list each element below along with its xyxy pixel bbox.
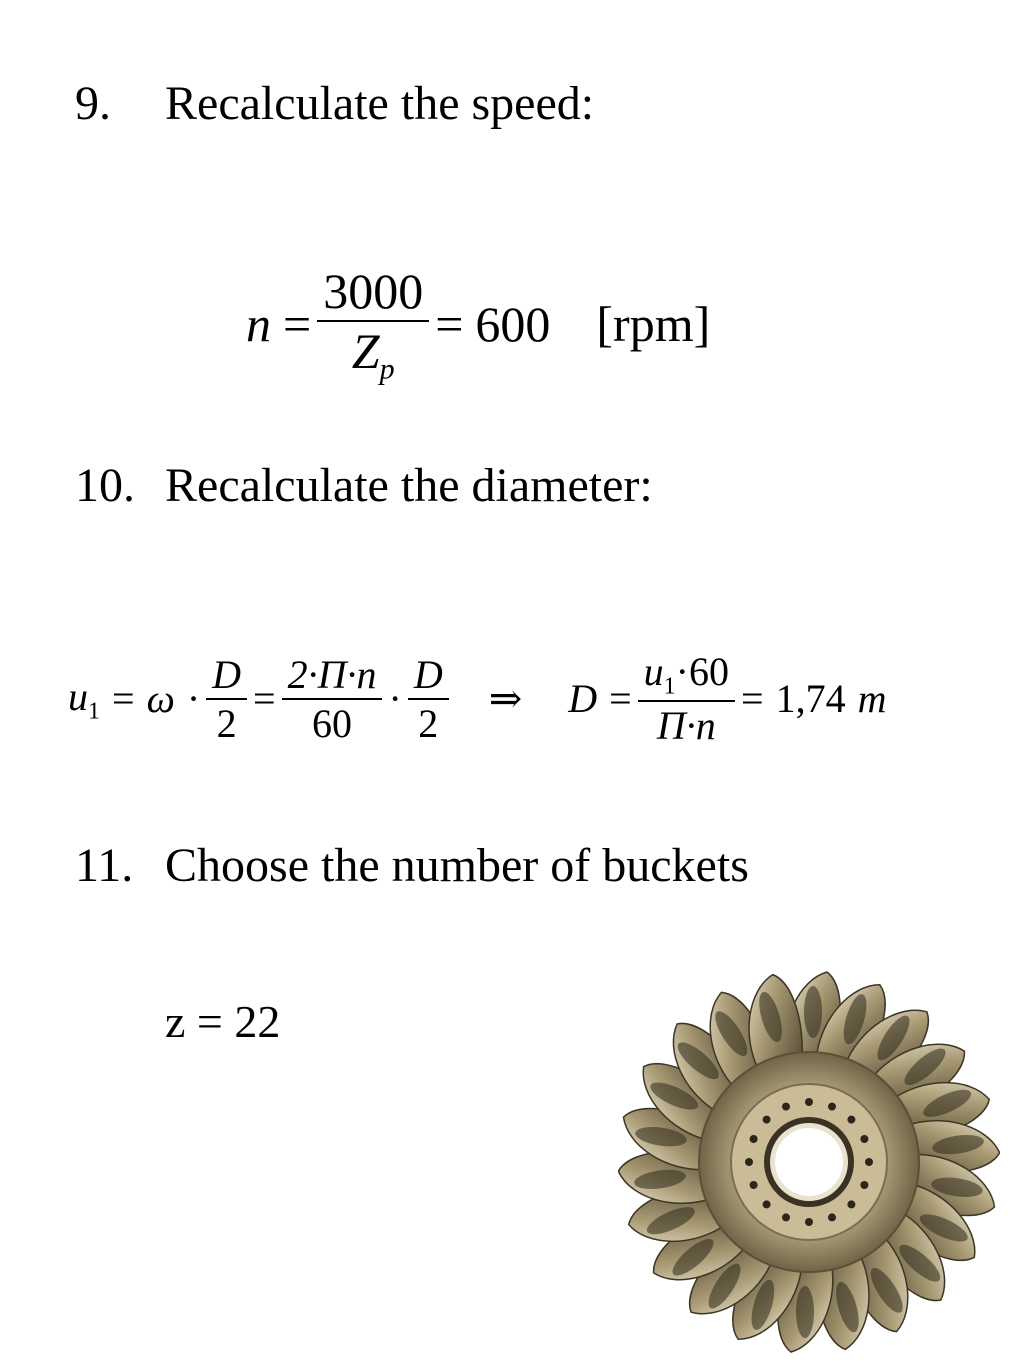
bolt-hole (750, 1181, 758, 1189)
step-10 (75, 459, 653, 512)
pelton-turbine-wheel-icon (618, 962, 1000, 1357)
step-number: 9. (75, 77, 111, 130)
speed-equation: n = $\frac{3000}{Z_p}$ = 600 [rpm] (246, 263, 711, 386)
step-9 (75, 77, 595, 130)
d-over-2-fraction: $\frac{D}{2}$ (206, 651, 247, 747)
bolt-hole (805, 1098, 813, 1106)
bucket-cavity (796, 1286, 814, 1338)
bolt-hole (750, 1135, 758, 1143)
bolt-hole (847, 1200, 855, 1208)
speed-result: 600 (475, 296, 551, 353)
speed-unit: [rpm] (596, 296, 711, 353)
speed-fraction (317, 262, 429, 387)
bolt-hole (763, 1200, 771, 1208)
bolt-hole (763, 1116, 771, 1124)
speed-lhs: n (246, 296, 271, 353)
diameter-unit: m (857, 676, 887, 722)
speed-numerator: 3000 (317, 262, 429, 322)
speed-denominator: Z (351, 323, 380, 379)
step-text: Recalculate the diameter: (165, 459, 653, 512)
bucket-count: z = 22 (165, 996, 281, 1047)
d-symbol: D (568, 676, 598, 722)
bolt-hole (860, 1181, 868, 1189)
bolt-hole (745, 1158, 753, 1166)
bolt-hole (782, 1103, 790, 1111)
step-number: 10. (75, 459, 135, 512)
angular-speed-fraction: $\frac{2\cdot\Pi\cdot n}{60}$ (282, 651, 383, 747)
bolt-hole (805, 1218, 813, 1226)
bucket-cavity (804, 986, 822, 1038)
step-text: Choose the number of buckets (165, 839, 749, 892)
bolt-hole (828, 1213, 836, 1221)
speed-denominator-sub: p (379, 352, 395, 386)
step-text: Recalculate the speed: (165, 77, 595, 130)
bolt-hole (828, 1103, 836, 1111)
bolt-hole (847, 1116, 855, 1124)
omega-symbol: ω (146, 676, 175, 722)
d-over-2-fraction-b: $\frac{D}{2}$ (408, 651, 449, 747)
bolt-hole (865, 1158, 873, 1166)
step-number: 11. (75, 839, 134, 892)
diameter-equation: $u_1 = \omega$ · $\frac{D}{2}$ = $\frac{2\cdot\Pi\cdot n}{60}$ · $\frac{D}{2}$ ⇒ D = $\frac{u_1\cdot 60}{\Pi\cdot n}$ = 1,74 m (68, 649, 887, 749)
bolt-hole (782, 1213, 790, 1221)
bolt-hole (860, 1135, 868, 1143)
diameter-result: 1,74 (775, 676, 846, 722)
diameter-fraction: $\frac{u_1\cdot 60}{\Pi\cdot n}$ (638, 648, 735, 749)
implies-arrow: ⇒ (488, 676, 523, 722)
step-11 (75, 839, 749, 892)
u1-symbol: u (68, 673, 88, 719)
